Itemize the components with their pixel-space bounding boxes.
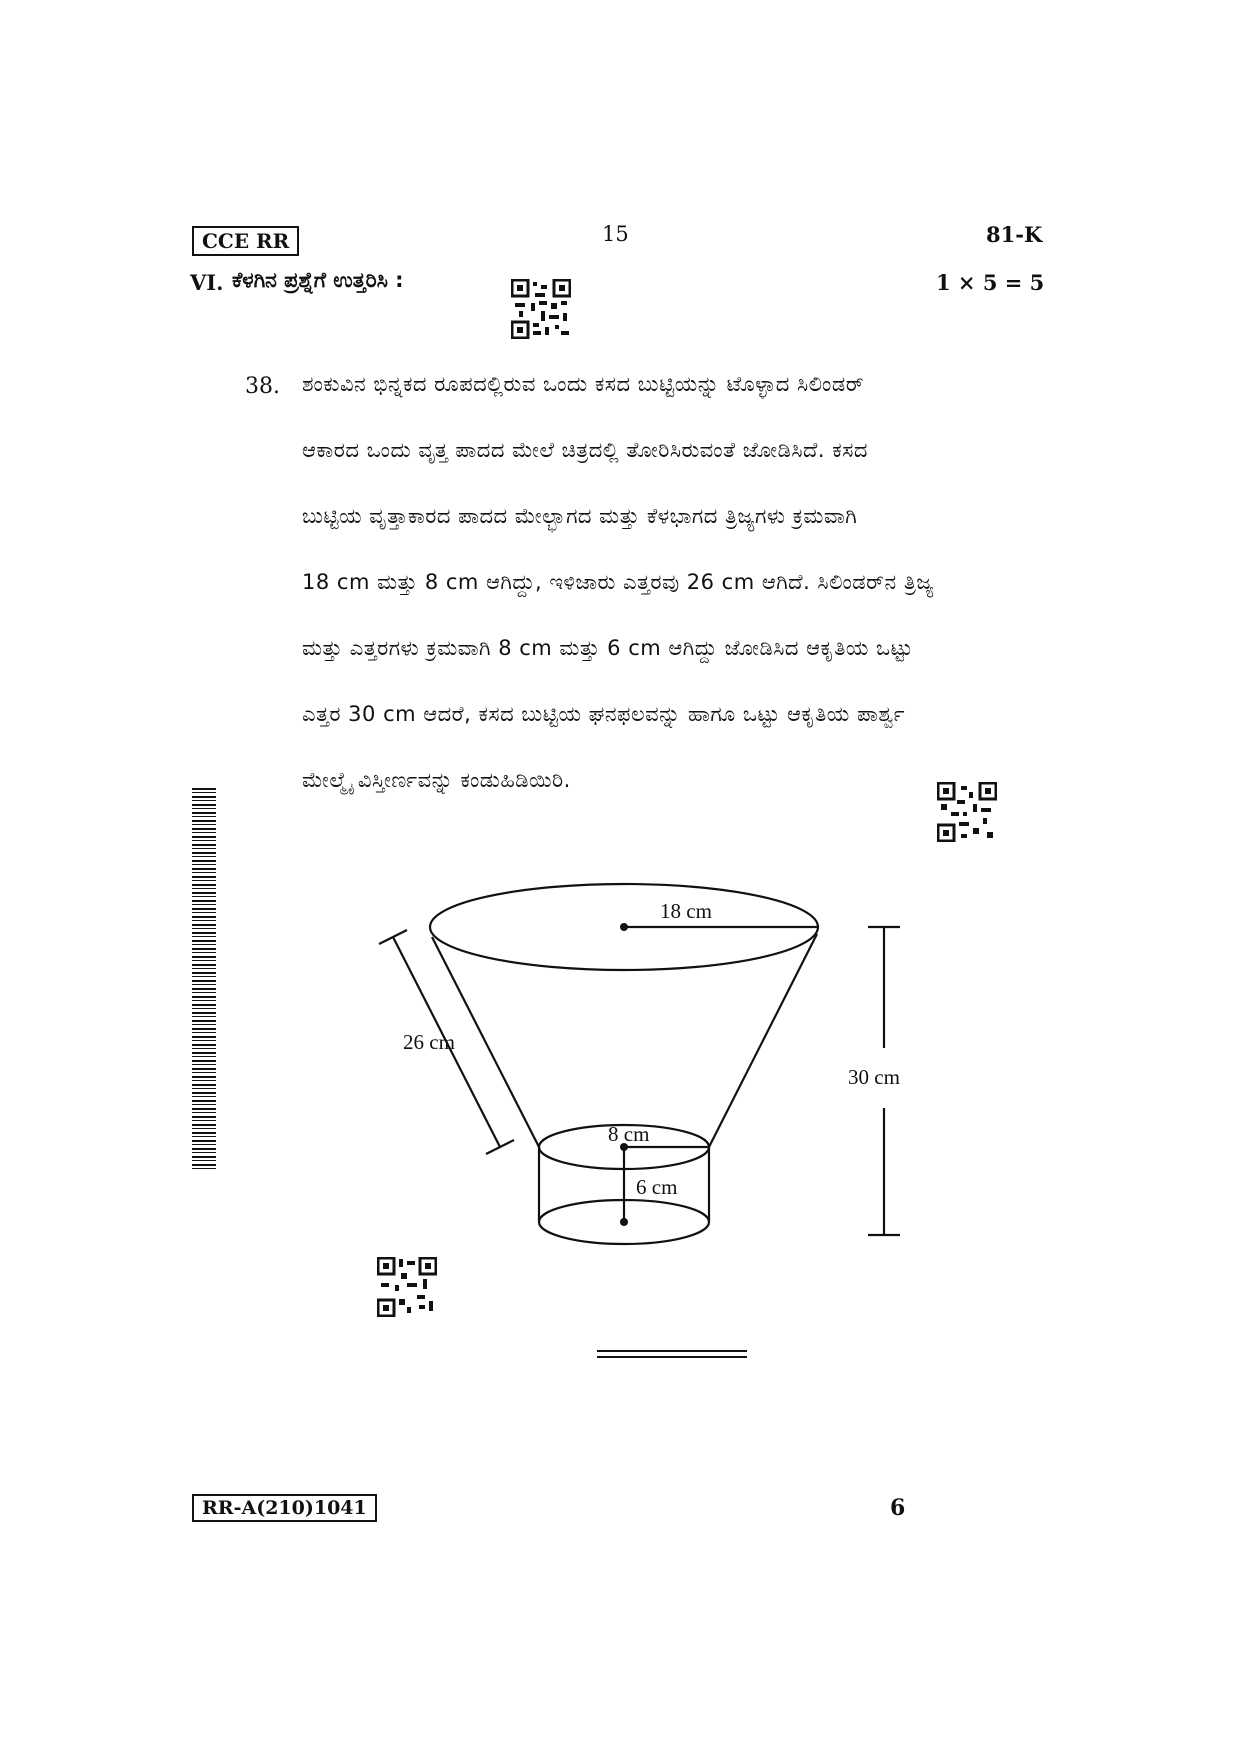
top-radius-label: 18 cm [660,899,712,923]
question-number: 38. [245,374,280,399]
exam-badge: CCE RR [192,226,299,256]
frustum-right-side [709,934,817,1147]
section-number: VI. [190,270,224,295]
total-height-label: 30 cm [848,1065,900,1089]
footer-code: RR-A(210)1041 [192,1494,377,1522]
footer-page-number: 6 [890,1495,906,1521]
cylinder-radius-label: 8 cm [608,1122,650,1146]
section-instruction: ಕೆಳಗಿನ ಪ್ರಶ್ನೆಗೆ ಉತ್ತರಿಸಿ : [232,268,404,292]
question-line: ಬುಟ್ಟಿಯ ವೃತ್ತಾಕಾರದ ಪಾದದ ಮೇಲ್ಭಾಗದ ಮತ್ತು ಕೆಳಭಾಗದ ತ್ರಿಜ್ಯಗಳು ಕ್ರಮವಾಗಿ [302,504,858,528]
question-line: ಮೇಲ್ಮೈ ವಿಸ್ತೀರ್ಣವನ್ನು ಕಂಡುಹಿಡಿಯಿರಿ. [302,768,571,792]
question-line: ಎತ್ತರ 30 cm ಆದರೆ, ಕಸದ ಬುಟ್ಟಿಯ ಘನಫಲವನ್ನು ಹಾಗೂ ಒಟ್ಟು ಆಕೃತಿಯ ಪಾರ್ಶ್ವ [302,702,905,726]
paper-code: 81-K [986,222,1043,247]
question-line: ಶಂಕುವಿನ ಭಿನ್ನಕದ ರೂಪದಲ್ಲಿರುವ ಒಂದು ಕಸದ ಬುಟ್ಟಿಯನ್ನು ಟೊಳ್ಳಾದ ಸಿಲಿಂಡರ್ [302,372,865,396]
top-center-dot [620,923,628,931]
page-number-top: 15 [602,222,629,246]
question-line: ಮತ್ತು ಎತ್ತರಗಳು ಕ್ರಮವಾಗಿ 8 cm ಮತ್ತು 6 cm ಆಗಿದ್ದು ಜೋಡಿಸಿದ ಆಕೃತಿಯ ಒಟ್ಟು [302,636,914,660]
cyl-bottom-center-dot [620,1218,628,1226]
section-marks: 1 × 5 = 5 [936,270,1045,295]
question-line: 18 cm ಮತ್ತು 8 cm ಆಗಿದ್ದು, ಇಳಿಜಾರು ಎತ್ತರವು 26 cm ಆಗಿದೆ. ಸಿಲಿಂಡರ್‌ನ ತ್ರಿಜ್ಯ [302,570,934,594]
cylinder-height-label: 6 cm [636,1175,678,1199]
slant-label: 26 cm [403,1030,455,1054]
question-line: ಆಕಾರದ ಒಂದು ವೃತ್ತ ಪಾದದ ಮೇಲೆ ಚಿತ್ರದಲ್ಲಿ ತೋರಿಸಿರುವಂತೆ ಜೋಡಿಸಿದೆ. ಕಸದ [302,438,868,462]
